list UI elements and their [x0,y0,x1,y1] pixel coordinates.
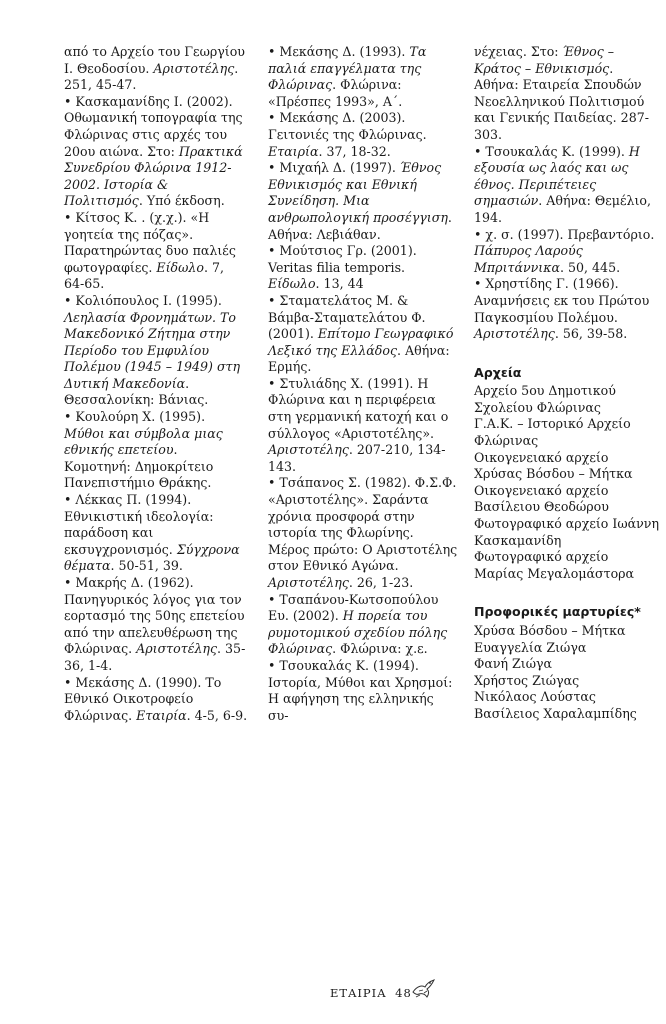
oral-testimony-item: Βασίλειος Χαραλαμπίδης [474,705,637,721]
bibliography-entry: από το Αρχείο του Γεωργίου Ι. Θεοδοσίου. Αριστοτέλης. 251, 45-47. [64,44,245,93]
archive-item: Γ.Α.Κ. – Ιστορικό Αρχείο Φλώρινας [474,416,631,449]
bibliography-entry: • Μούτσιος Γρ. (2001). Veritas filia temporis. Είδωλο. 13, 44 [268,243,417,292]
bibliography-entry: • Μεκάσης Δ. (2003). Γειτονιές της Φλώρινας. Εταιρία. 37, 18-32. [268,110,427,159]
bibliography-entry: • Λέκκας Π. (1994). Εθνικιστική ιδεολογία: παράδοση και εκσυγχρονισμός. Σύγχρονα θέματα. 50-51, 39. [64,492,240,574]
archive-item: Αρχείο 5ου Δημοτικού Σχολείου Φλώρινας [474,383,616,415]
page-number: 48 [395,986,412,1000]
bibliography-entry: • Μιχαήλ Δ. (1997). Έθνος Εθνικισμός και Εθνική Συνείδηση. Μια ανθρωπολογική προσέγγιση. Αθήνα: Λεβιάθαν. [268,160,452,242]
bibliography-column-2 [268,44,458,724]
bibliography-entry: • χ. σ. (1997). Πρεβαντόριο. Πάπυρος Λαρούς Μπριτάννικα. 50, 445. [474,226,655,275]
archives-heading: Αρχεία [474,364,522,380]
archive-item: Φωτογραφικό αρχείο Ιωάννη Κασκαμανίδη [474,516,659,548]
bibliography-entry: • Μεκάσης Δ. (1990). Το Εθνικό Οικοτροφείο Φλώρινας. Εταιρία. 4-5, 6-9. [64,674,248,723]
page-footer [330,986,416,1000]
bibliography-entry: νέχειας. Στο: Έθνος – Κράτος – Εθνικισμός. Αθήνα: Εταιρεία Σπουδών Νεοελληνικού Πολιτισμού και Γενικής Παιδείας. 287-303. [474,44,649,142]
oral-testimony-item: Χρήστος Ζιώγας [474,672,580,688]
archive-item: Οικογενειακό αρχείο Χρύσας Βόσδου – Μήτκα [474,449,633,482]
bibliography-entry: • Κολιόπουλος Ι. (1995). Λεηλασία Φρονημάτων. Το Μακεδονικό Ζήτημα στην Περίοδο του Εμφυλίου Πολέμου (1945 – 1949) στη Δυτική Μακεδονία. Θεσσαλονίκη: Βάνιας. [64,292,241,408]
bibliography-column-3 [474,44,659,723]
oral-testimony-item: Χρύσα Βόσδου – Μήτκα [474,623,626,638]
oral-testimony-item: Νικόλαος Λούστας [474,689,596,705]
oral-testimony-item: Φανή Ζιώγα [474,656,553,672]
oral-testimonies-heading: Προφορικές μαρτυρίες* [474,604,641,620]
archive-item: Οικογενειακό αρχείο Βασίλειου Θεοδώρου [474,482,609,515]
bibliography-entry: • Μακρής Δ. (1962). Πανηγυρικός λόγος για τον εορτασμό της 50ης επετείου από την απελευθέρωση της Φλώρινας. Αριστοτέλης. 35-36, 1-4. [64,575,246,673]
journal-name: ΕΤΑΙΡΙΑ [330,986,387,1000]
bibliography-entry: • Κίτσος Κ. . (χ.χ.). «Η γοητεία της πόζας». Παρατηρώντας δυο παλιές φωτογραφίες. Είδωλο. 7, 64-65. [64,209,236,292]
bibliography-entry: • Μεκάσης Δ. (1993). Τα παλιά επαγγέλματα της Φλώρινας. Φλώρινα: «Πρέσπες 1993», Α΄. [268,44,427,109]
oral-testimony-item: Ευαγγελία Ζιώγα [474,639,587,655]
bibliography-entry: • Χρηστίδης Γ. (1966). Αναμνήσεις εκ του Πρώτου Παγκοσμίου Πολέμου. Αριστοτέλης. 56, 39-58. [474,276,650,342]
bibliography-column-1 [64,44,248,724]
bibliography-entry: • Σταματελάτος Μ. & Βάμβα-Σταματελάτου Φ. (2001). Επίτομο Γεωγραφικό Λεξικό της Ελλάδος. Αθήνα: Ερμής. [268,292,454,375]
archive-item: Φωτογραφικό αρχείο Μαρίας Μεγαλομάστορα [474,549,635,581]
bibliography-entry: • Κουλούρη Χ. (1995). Μύθοι και σύμβολα μιας εθνικής επετείου. Κομοτηνή: Δημοκρίτειο Πανεπιστήμιο Θράκης. [64,409,223,491]
bibliography-entry: • Τσουκαλάς Κ. (1994). Ιστορία, Μύθοι και Χρησμοί: Η αφήγηση της ελληνικής συ- [268,657,453,723]
bibliography-entry: • Τσάπανος Σ. (1982). Φ.Σ.Φ. «Αριστοτέλης». Σαράντα χρόνια προσφορά στην ιστορία της Φλωρίνης. Μέρος πρώτο: Ο Αριστοτέλης στον Εθνικό Αγώνα. Αριστοτέλης. 26, 1-23. [268,475,458,590]
bird-ornament-icon [410,976,436,1002]
bibliography-entry: • Τσαπάνου-Κωτσοπούλου Ευ. (2002). Η πορεία του ρυμοτομικού σχεδίου πόλης Φλώρινας. Φλώρινα: χ.ε. [268,591,448,657]
bibliography-entry: • Στυλιάδης Χ. (1991). Η Φλώρινα και η περιφέρεια στη γερμανική κατοχή και ο σύλλογος «Αριστοτέλης». Αριστοτέλης. 207-210, 134-143. [268,375,449,474]
bibliography-entry: • Κασκαμανίδης Ι. (2002). Οθωμανική τοπογραφία της Φλώρινας στις αρχές του 20ου αιώνα. Στο: Πρακτικά Συνεδρίου Φλώρινα 1912-2002. Ιστορία & Πολιτισμός. Υπό έκδοση. [64,93,243,209]
bibliography-entry: • Τσουκαλάς Κ. (1999). Η εξουσία ως λαός και ως έθνος. Περιπέτειες σημασιών. Αθήνα: Θεμέλιο, 194. [474,143,651,225]
